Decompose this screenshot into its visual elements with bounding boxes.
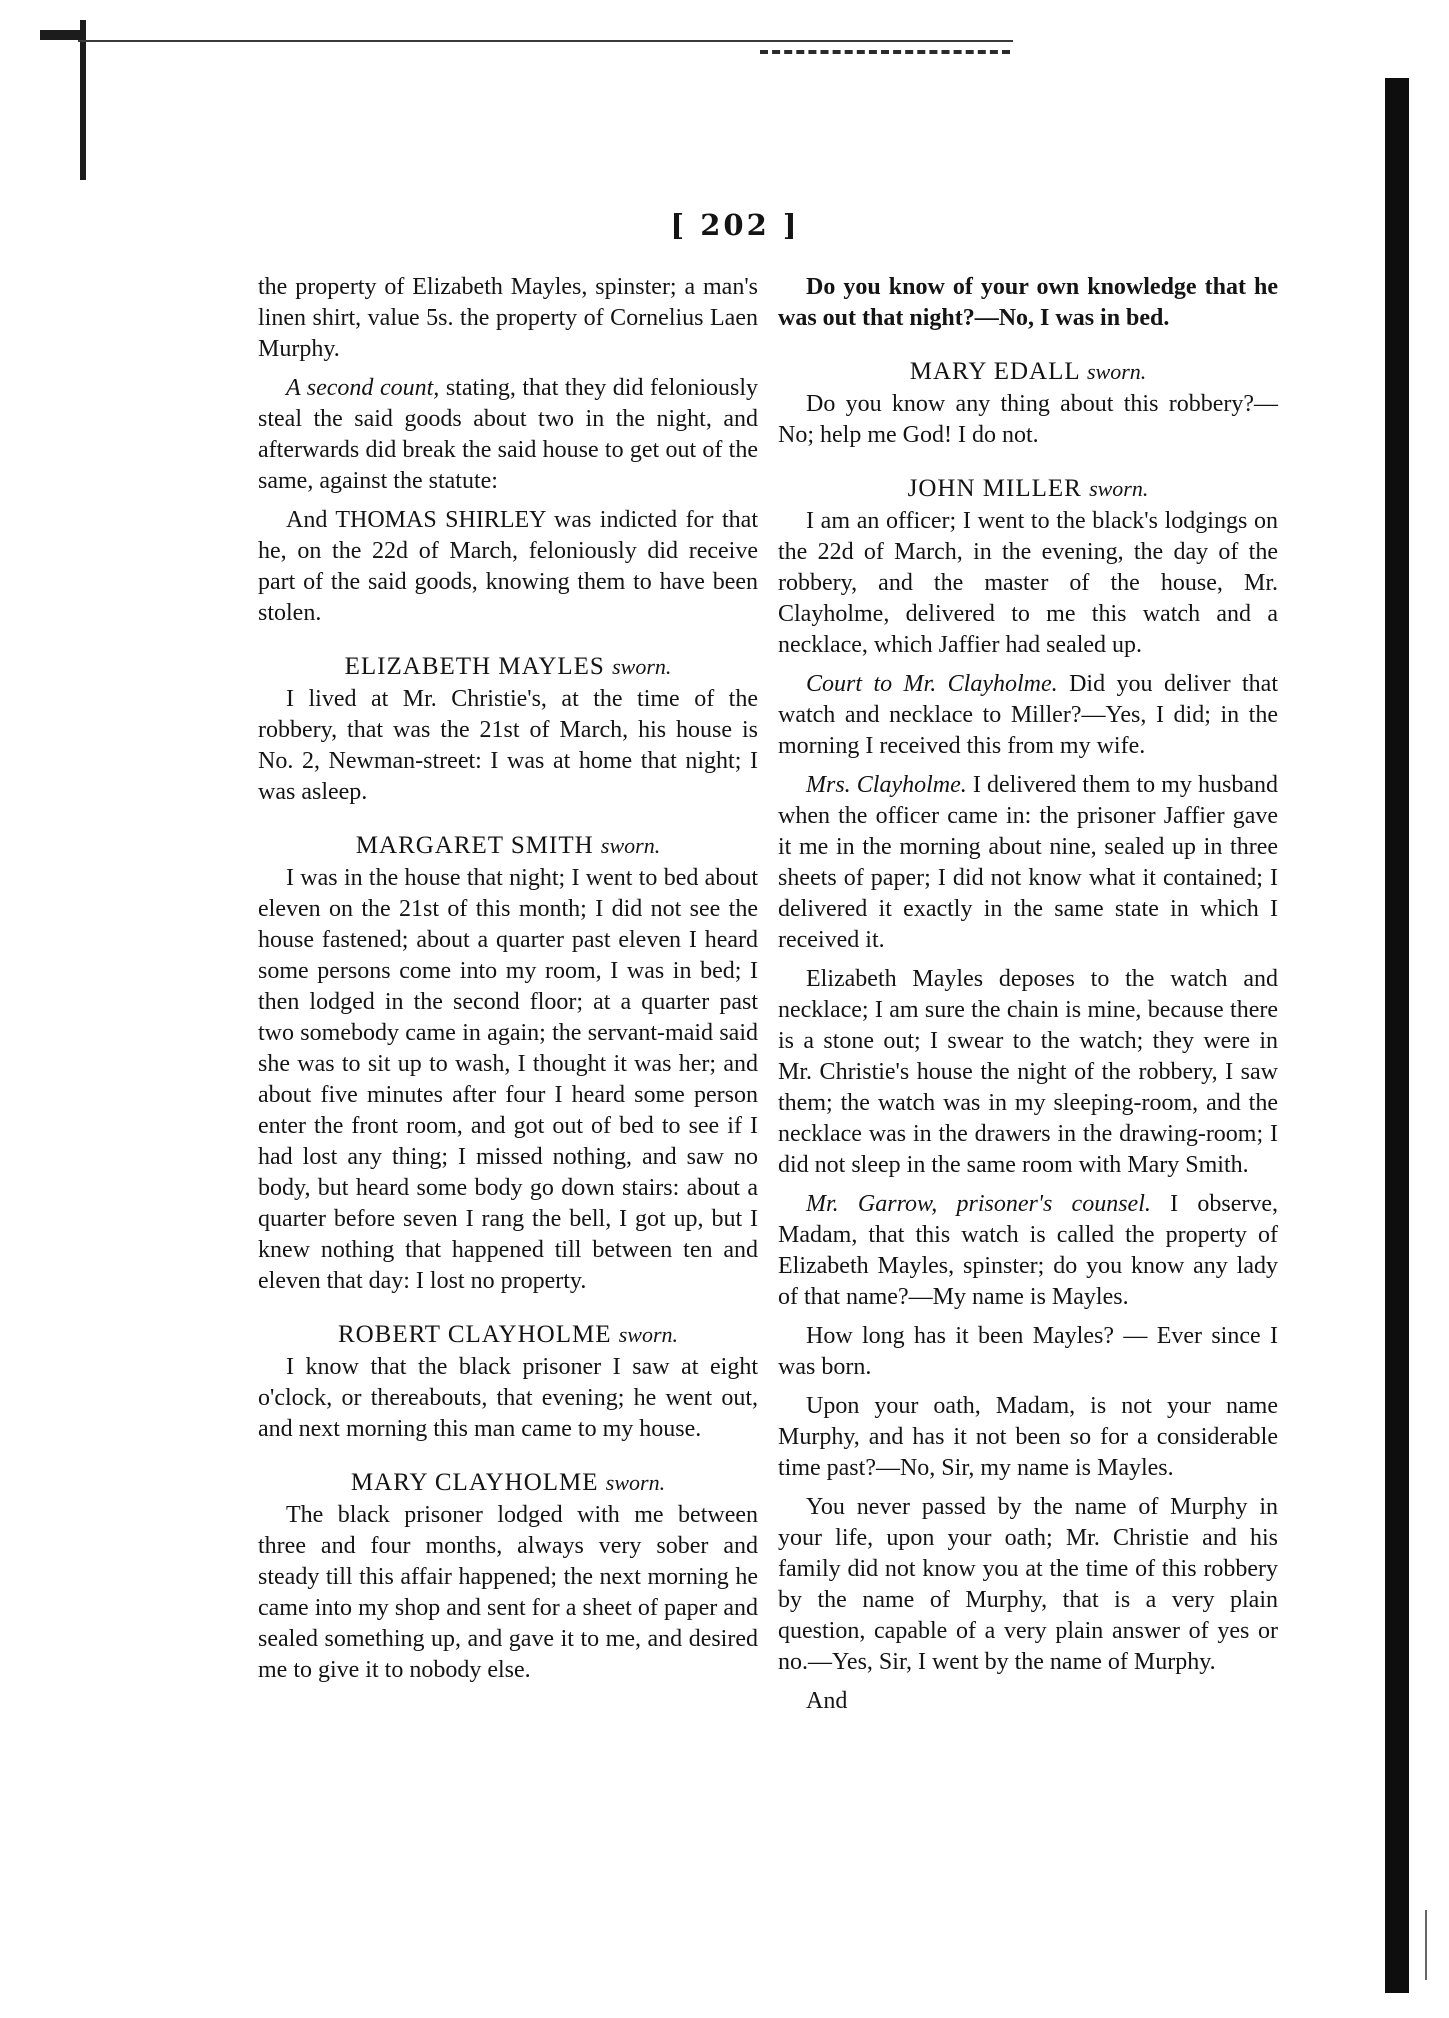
witness-heading-edall — [778, 356, 1278, 387]
second-count-label: A second count, — [286, 375, 440, 401]
witness-heading-mayles — [258, 651, 758, 682]
speech-text: I observe, Madam, that this watch is called the property of Elizabeth Mayles, spinster; do you know any lady of that name?—My name is Mayles. — [778, 1191, 1278, 1310]
paragraph-second-count — [258, 373, 758, 497]
never-passed-question: You never passed by the name of Murphy in your life, upon your oath; Mr. Christie and his family did not know you at the time of this robbery by the name of Murphy, that is a very plain question, capable of a very plain answer of yes or no.—Yes, Sir, I went by the name of Murphy. — [778, 1494, 1278, 1675]
speech-text: I delivered them to my husband when the officer came in: the prisoner Jaffier gave it me in the morning about nine, sealed up in three sheets of paper; I did not know what it contained; I delivered it exactly in the same state in which I received it. — [778, 772, 1279, 953]
speech-text: Did you deliver that watch and necklace to Miller?—Yes, I did; in the morning I received this from my wife. — [778, 671, 1278, 759]
second-count-text: stating, that they did feloniously steal the said goods about two in the night, and afterwards did break the said house to get out of the same, against the statute: — [258, 375, 758, 494]
oath-question: Upon your oath, Madam, is not your name Murphy, and has it not been so for a considerable time past?—No, Sir, my name is Mayles. — [778, 1393, 1278, 1481]
garrow-counsel — [778, 1189, 1278, 1313]
scan-edge-right-line — [1425, 1910, 1427, 1980]
how-long-question: How long has it been Mayles? — Ever since I was born. — [778, 1323, 1278, 1380]
scan-edge-right — [1385, 78, 1409, 1993]
testimony-miller: I am an officer; I went to the black's lodgings on the 22d of March, in the evening, the day of the robbery, and the master of the house, Mr. Clayholme, delivered to me this watch and a necklace, which Jaffier had sealed up. — [778, 508, 1278, 658]
witness-name: MARY CLAYHOLME — [350, 1469, 599, 1496]
sworn-label: sworn. — [612, 654, 672, 679]
scan-edge-mark — [40, 30, 80, 40]
mrs-clayholme — [778, 770, 1278, 956]
sworn-label: sworn. — [600, 833, 661, 858]
sworn-label: sworn. — [618, 1322, 679, 1347]
sworn-label: sworn. — [1086, 359, 1147, 384]
testimony-mayles: I lived at Mr. Christie's, at the time of the robbery, that was the 21st of March, his house is No. 2, Newman-street: I was at home that night; I was asleep. — [258, 686, 758, 805]
witness-name: MARY EDALL — [909, 358, 1080, 385]
witness-name: MARGARET SMITH — [355, 832, 594, 859]
page-number: [ 202 ] — [670, 208, 800, 242]
mayles-deposes: Elizabeth Mayles deposes to the watch and necklace; I am sure the chain is mine, because there is a stone out; I swear to the watch; they were in Mr. Christie's house the night of the robbery, I saw them; the watch was in my sleeping-room, and the necklace was in the drawers in the drawing-room; I did not sleep in the same room with Mary Smith. — [778, 966, 1278, 1178]
court-to-clayholme — [778, 669, 1278, 762]
catchword: And — [806, 1688, 848, 1714]
testimony-mary-clayholme: The black prisoner lodged with me between three and four months, always very sober and steady till this affair happened; the next morning he came into my shop and sent for a sheet of paper and sealed something up, and gave it to me, and desired me to give it to nobody else. — [258, 1502, 758, 1683]
right-column — [778, 272, 1278, 1725]
paragraph-shirley: And THOMAS SHIRLEY was indicted for that he, on the 22d of March, feloniously did receive part of the said goods, knowing them to have been stolen. — [258, 507, 758, 626]
left-column — [258, 272, 758, 1694]
witness-heading-smith — [258, 830, 758, 861]
speaker-label: Court to Mr. Clayholme. — [806, 671, 1058, 697]
paragraph-property: the property of Elizabeth Mayles, spinster; a man's linen shirt, value 5s. the property of Cornelius Laen Murphy. — [258, 274, 758, 362]
testimony-edall: Do you know any thing about this robbery?—No; help me God! I do not. — [778, 391, 1278, 448]
sworn-label: sworn. — [605, 1470, 666, 1495]
scan-edge-top-dash — [760, 50, 1010, 54]
speaker-label: Mr. Garrow, prisoner's counsel. — [806, 1191, 1151, 1217]
speaker-label: Mrs. Clayholme. — [806, 772, 967, 798]
witness-heading-miller — [778, 473, 1278, 504]
witness-heading-mary-clayholme — [258, 1467, 758, 1498]
question-knowledge: Do you know of your own knowledge that he was out that night?—No, I was in bed. — [778, 274, 1278, 331]
witness-heading-robert-clayholme — [258, 1319, 758, 1350]
testimony-smith: I was in the house that night; I went to bed about eleven on the 21st of this month; I did not see the house fastened; about a quarter past eleven I heard some persons come into my room, I was in bed; I then lodged in the second floor; at a quarter past two somebody came in again; the servant-maid said she was to sit up to wash, I thought it was her; and about five minutes after four I heard some person enter the front room, and got out of bed to see if I had lost any thing; I missed nothing, and saw no body, but heard some body go down stairs: about a quarter before seven I rang the bell, I got up, but I knew nothing that happened till between ten and eleven that day: I lost no property. — [258, 865, 758, 1294]
witness-name: JOHN MILLER — [907, 475, 1082, 502]
witness-name: ELIZABETH MAYLES — [344, 653, 605, 680]
scan-edge-left — [80, 20, 86, 180]
testimony-robert-clayholme: I know that the black prisoner I saw at eight o'clock, or thereabouts, that evening; he went out, and next morning this man came to my house. — [258, 1354, 758, 1442]
witness-name: ROBERT CLAYHOLME — [337, 1321, 612, 1348]
scan-edge-top — [78, 40, 1013, 42]
sworn-label: sworn. — [1089, 476, 1149, 501]
